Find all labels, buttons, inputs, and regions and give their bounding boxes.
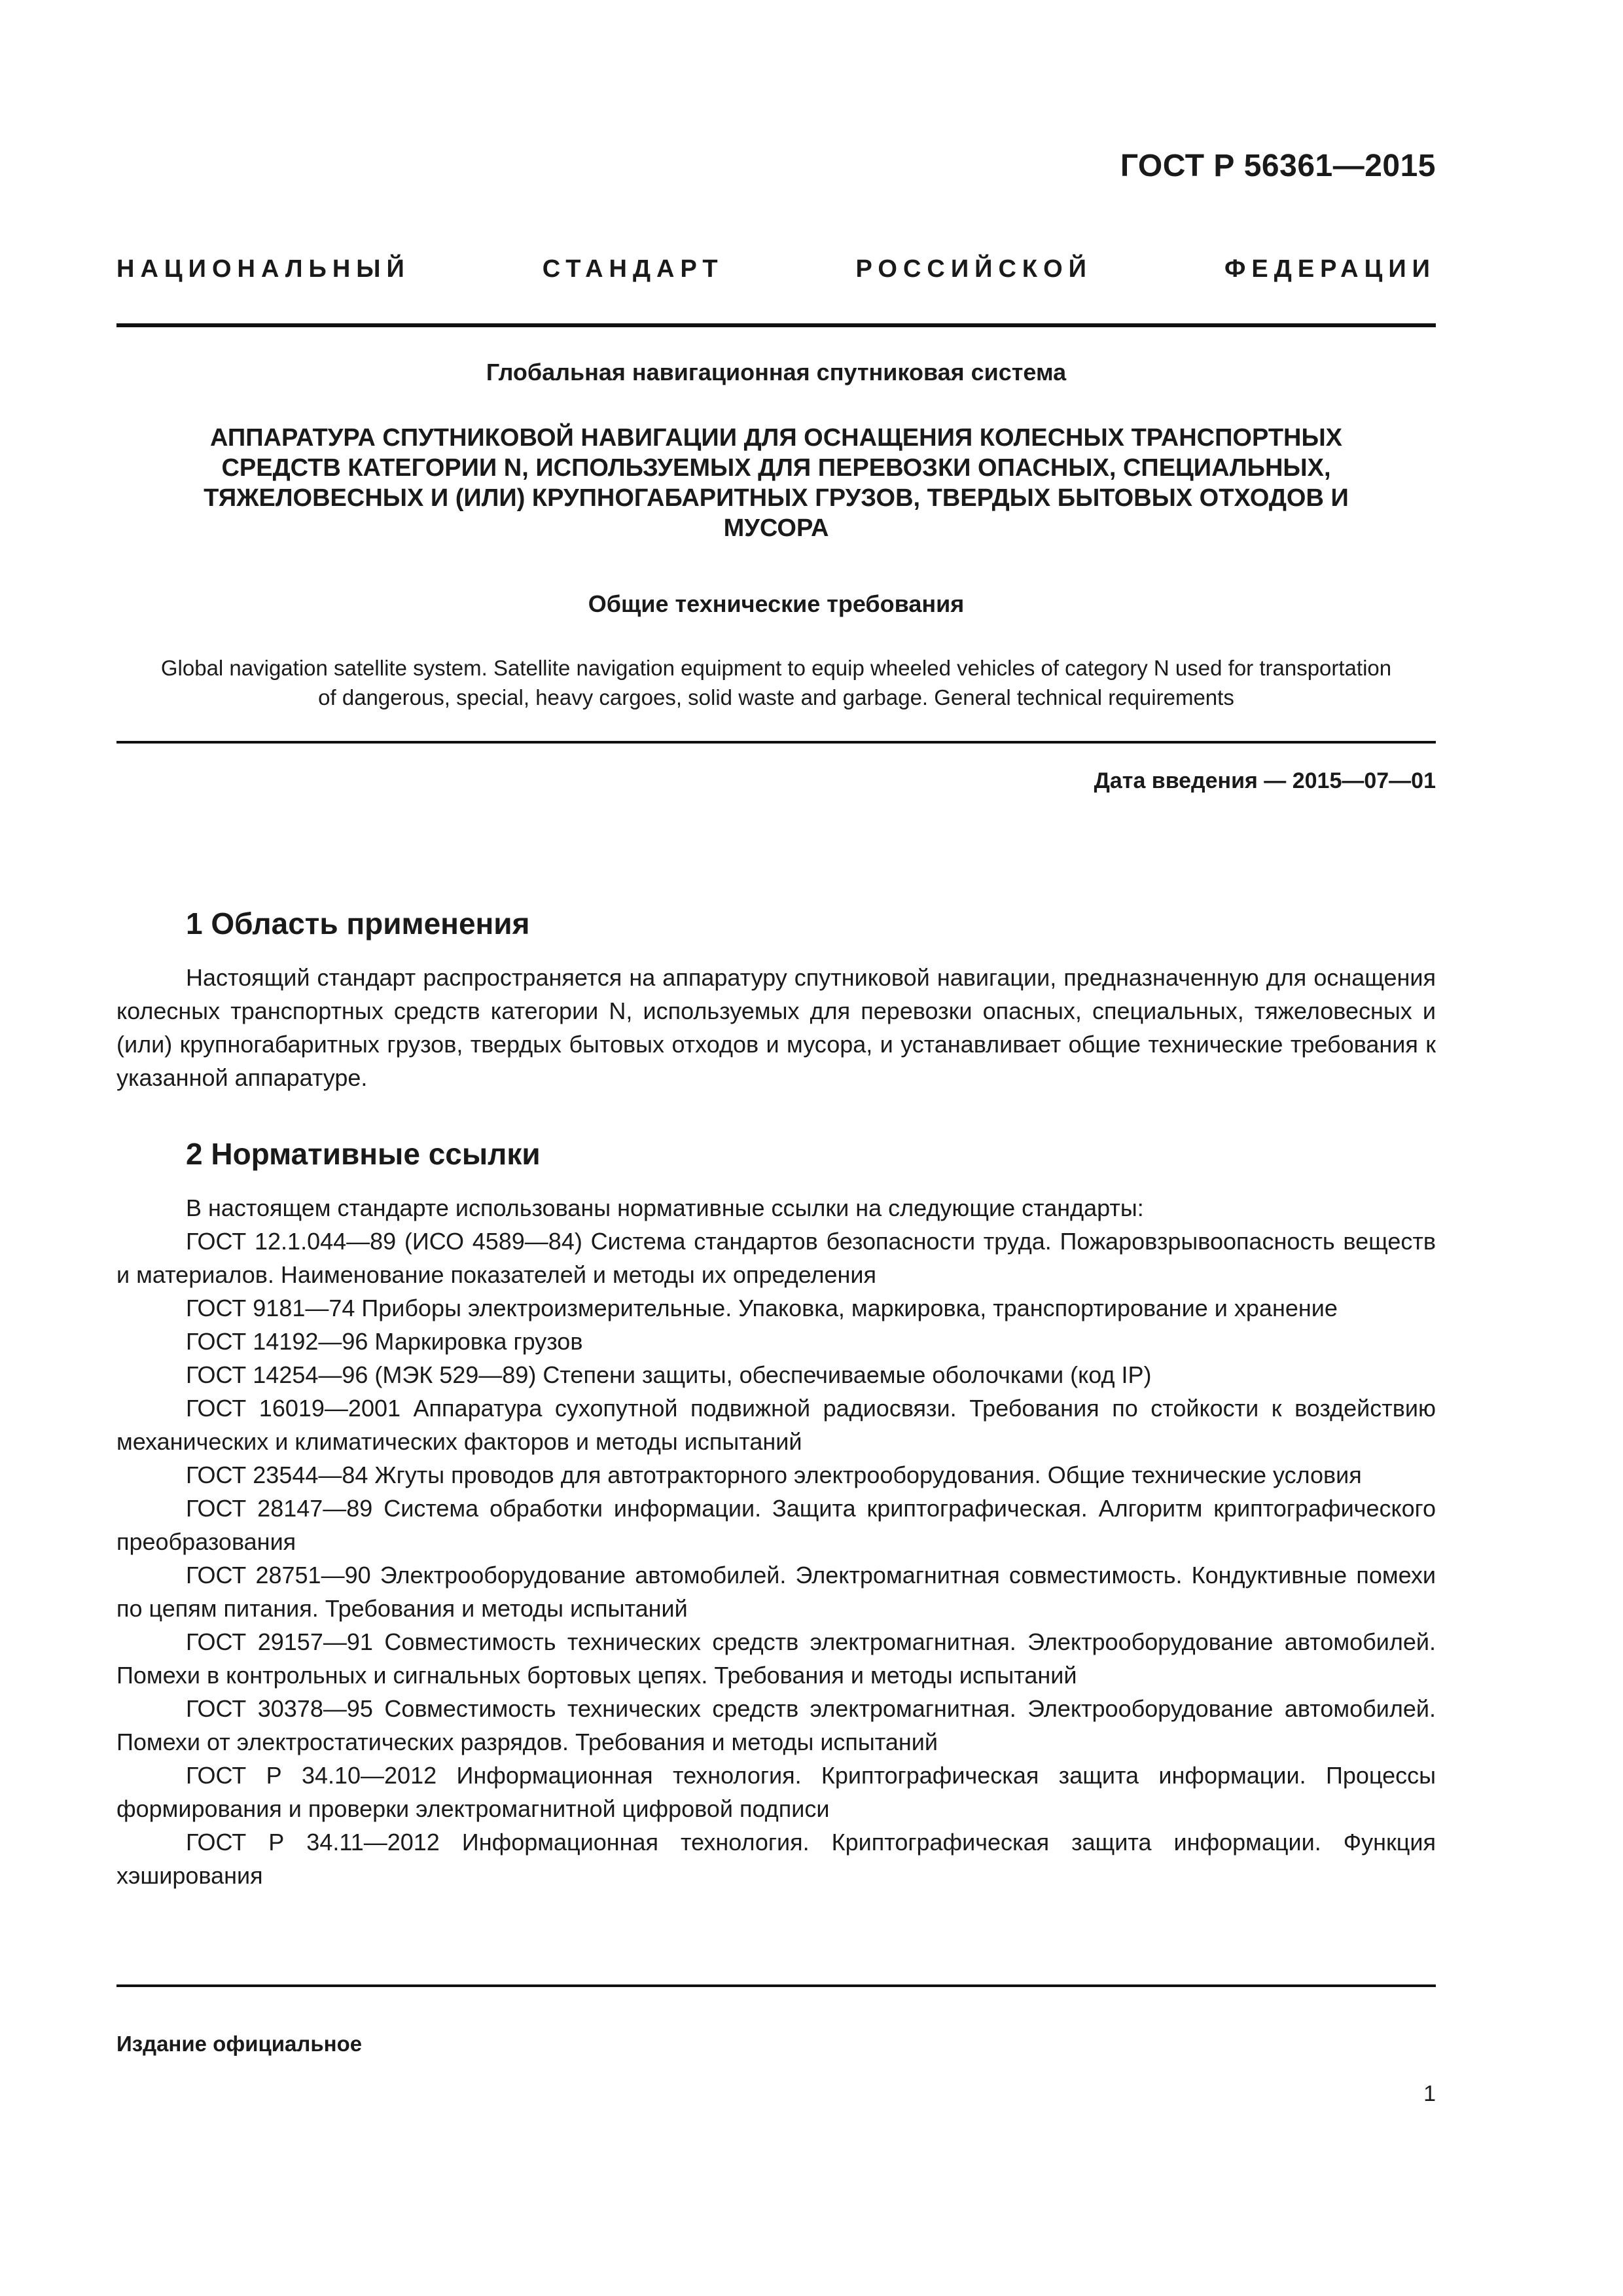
header-divider [116, 323, 1436, 327]
subtitle: Общие технические требования [588, 590, 965, 617]
introduction-date: Дата введения — 2015—07—01 [1094, 768, 1436, 793]
reference-item: ГОСТ 14192—96 Маркировка грузов [186, 1328, 583, 1355]
reference-item: ГОСТ 29157—91 Совместимость технических средств электромагнитная. Электрооборудование автомобилей. Помехи в контрольных и сигнальных бортовых цепях. Требования и методы испытаний [116, 1628, 1436, 1689]
footer-divider [116, 1984, 1436, 1987]
page-number: 1 [1423, 2081, 1436, 2106]
reference-item: ГОСТ Р 34.10—2012 Информационная технология. Криптографическая защита информации. Процессы формирования и проверки электромагнитной цифровой подписи [116, 1762, 1436, 1822]
reference-item: ГОСТ 12.1.044—89 (ИСО 4589—84) Система стандартов безопасности труда. Пожаровзрывоопасность веществ и материалов. Наименование показателей и методы их определения [116, 1228, 1436, 1288]
section-body [116, 961, 1436, 1094]
edition-label: Издание официальное [116, 2032, 363, 2056]
title-divider [116, 741, 1436, 744]
section-heading: 1 Область применения [186, 906, 530, 941]
main-title: АППАРАТУРА СПУТНИКОВОЙ НАВИГАЦИИ ДЛЯ ОСНАЩЕНИЯ КОЛЕСНЫХ ТРАНСПОРТНЫХ СРЕДСТВ КАТЕГОРИИ N, ИСПОЛЬЗУЕМЫХ ДЛЯ ПЕРЕВОЗКИ ОПАСНЫХ, СПЕЦИАЛЬНЫХ, ТЯЖЕЛОВЕСНЫХ И (ИЛИ) КРУПНОГАБАРИТНЫХ ГРУЗОВ, ТВЕРДЫХ БЫТОВЫХ ОТХОДОВ И МУСОРА [204, 424, 1349, 542]
series-title: Глобальная навигационная спутниковая система [486, 359, 1067, 386]
national-standard-caption: НАЦИОНАЛЬНЫЙ СТАНДАРТ РОССИЙСКОЙ ФЕДЕРАЦИИ [116, 255, 1436, 283]
document-number: ГОСТ Р 56361—2015 [1120, 149, 1436, 183]
reference-item: ГОСТ 14254—96 (МЭК 529—89) Степени защиты, обеспечиваемые оболочками (код IP) [186, 1361, 1152, 1388]
paragraph: В настоящем стандарте использованы нормативные ссылки на следующие стандарты: [186, 1194, 1144, 1221]
section-heading: 2 Нормативные ссылки [186, 1137, 541, 1171]
reference-item: ГОСТ 28751—90 Электрооборудование автомобилей. Электромагнитная совместимость. Кондуктивные помехи по цепям питания. Требования и методы испытаний [116, 1562, 1436, 1622]
reference-item: ГОСТ 16019—2001 Аппаратура сухопутной подвижной радиосвязи. Требования по стойкости к воздействию механических и климатических факторов и методы испытаний [116, 1395, 1436, 1455]
reference-item: ГОСТ 30378—95 Совместимость технических средств электромагнитная. Электрооборудование автомобилей. Помехи от электростатических разрядов. Требования и методы испытаний [116, 1695, 1436, 1755]
section-body [116, 1191, 1436, 1892]
paragraph: Настоящий стандарт распространяется на аппаратуру спутниковой навигации, предназначенную для оснащения колесных транспортных средств категории N, используемых для перевозки опасных, специальных, тяжеловесных и (или) крупногабаритных грузов, твердых бытовых отходов и мусора, и устанавливает общие технические требования к указанной аппаратуре. [116, 964, 1436, 1091]
reference-item: ГОСТ Р 34.11—2012 Информационная технология. Криптографическая защита информации. Функция хэширования [116, 1829, 1436, 1889]
english-title: Global navigation satellite system. Satellite navigation equipment to equip wheeled vehicles of category N used for transportation of dangerous, special, heavy cargoes, solid waste and garbage. General technical requirements [160, 656, 1392, 709]
reference-item: ГОСТ 9181—74 Приборы электроизмерительные. Упаковка, маркировка, транспортирование и хранение [186, 1295, 1338, 1321]
reference-item: ГОСТ 28147—89 Система обработки информации. Защита криптографическая. Алгоритм криптографического преобразования [116, 1495, 1436, 1555]
reference-item: ГОСТ 23544—84 Жгуты проводов для автотракторного электрооборудования. Общие технические условия [186, 1462, 1362, 1488]
